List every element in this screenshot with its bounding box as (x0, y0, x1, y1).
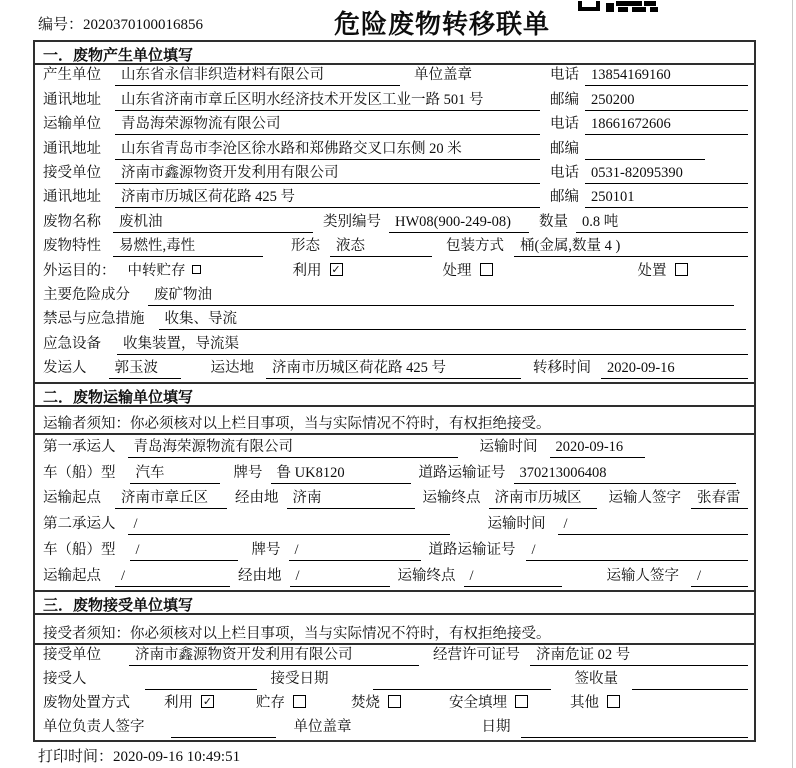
checkbox-disposal-storage (293, 695, 306, 708)
plate1-value: 鲁 UK8120 (271, 461, 411, 484)
row-shipper (35, 358, 754, 382)
plate2-value: / (289, 542, 421, 561)
transporter-sign-label: 运输人签字 (608, 490, 681, 507)
plate-label: 牌号 (251, 542, 281, 559)
section3-notice: 接受者须知：你必须核对以上栏目事项，当与实际情况不符时，有权拒绝接受。 (35, 615, 754, 645)
receiver-phone-group (550, 161, 748, 184)
emergency-value: 收集、导流 (159, 307, 747, 330)
row-hazard (35, 285, 754, 309)
category-value: HW08(900-249-08) (389, 214, 529, 233)
license-value: 济南危证 02 号 (530, 643, 748, 666)
transporter-phone-group (550, 112, 748, 135)
transporter-address-value: 山东省青岛市李沧区徐水路和郑佛路交叉口东侧 20 米 (115, 137, 540, 160)
unit-seal-label: 单位盖章 (414, 67, 472, 84)
hazard-value: 废矿物油 (148, 283, 734, 306)
row-route2 (35, 564, 754, 590)
qr-code-fragment-icon (578, 0, 664, 18)
quantity-label: 数量 (539, 213, 568, 230)
sign1-value: 张春雷 (691, 486, 748, 509)
emergency-label: 禁忌与应急措施 (43, 311, 145, 328)
receiver-address-value: 济南市历城区荷花路 425 号 (115, 185, 540, 208)
disposal-option-other (570, 691, 620, 714)
row-carrier1 (35, 435, 754, 461)
transporter-value: 青岛海荣源物流有限公司 (115, 112, 540, 135)
receiver-zip-value: 250101 (585, 189, 748, 208)
purpose-option-dispose (638, 259, 688, 282)
row-carrier2 (35, 512, 754, 538)
row-producer (35, 65, 754, 89)
vehicle-type-label: 车（船）型 (43, 464, 116, 481)
category-label: 类别编号 (323, 213, 381, 230)
serial-label: 编号： (38, 17, 84, 33)
phone-label: 电话 (550, 67, 579, 84)
vehicle-type-label: 车（船）型 (43, 542, 116, 559)
row-transporter-address (35, 138, 754, 162)
address-label: 通讯地址 (43, 189, 101, 206)
section1-title: 一．废物产生单位填写 (35, 42, 754, 65)
transporter-zip-value (585, 158, 705, 160)
transfer-date-label: 转移时间 (533, 360, 591, 377)
transport-time2-value: / (558, 516, 749, 535)
row-route1 (35, 487, 754, 513)
vehicle1-value: 汽车 (130, 461, 220, 484)
shipper-label: 发运人 (43, 360, 87, 377)
section2-notice: 运输者须知：你必须核对以上栏目事项，当与实际情况不符时，有权拒绝接受。 (35, 407, 754, 435)
checkbox-disposal-utilize: ✓ (202, 694, 213, 708)
equipment-value: 收集装置，导流渠 (117, 332, 748, 355)
end2-value: / (464, 568, 562, 587)
address-label: 通讯地址 (43, 140, 101, 157)
disposal-option-label: 其他 (570, 694, 599, 711)
producer-address-value: 山东省济南市章丘区明水经济技术开发区工业一路 501 号 (115, 88, 540, 111)
equipment-label: 应急设备 (43, 335, 101, 352)
via-label: 经由地 (235, 490, 279, 507)
disposal-option-label: 贮存 (256, 694, 285, 711)
transporter-zip-group (550, 137, 748, 160)
row-producer-address (35, 89, 754, 113)
row-receiver-address (35, 187, 754, 211)
row-waste-characteristics (35, 236, 754, 260)
via1-value: 济南 (287, 486, 415, 509)
carrier1-value: 青岛海荣源物流有限公司 (128, 435, 458, 458)
producer-phone-value: 13854169160 (585, 67, 748, 86)
transport-time1-value: 2020-09-16 (550, 439, 645, 458)
via2-value: / (290, 568, 390, 587)
transporter-phone-value: 18661672606 (585, 116, 748, 135)
row-accept-unit (35, 645, 754, 669)
permit1-value: 370213006408 (514, 465, 737, 484)
permit-label: 道路运输证号 (428, 542, 516, 559)
checkbox-disposal-other (607, 695, 620, 708)
accept-date-value (373, 688, 551, 690)
hazard-label: 主要危险成分 (43, 286, 130, 303)
purpose-option-label: 利用 (292, 262, 322, 279)
waste-name-value: 废机油 (113, 210, 313, 233)
plate-label: 牌号 (233, 464, 263, 481)
purpose-option-utilize (293, 259, 343, 282)
page-title: 危险废物转移联单 (334, 10, 551, 39)
row-vehicle1 (35, 461, 754, 487)
checkbox-dispose (675, 263, 688, 276)
disposal-option-utilize (164, 691, 214, 714)
form-label: 形态 (291, 238, 320, 255)
accept-date-label: 接受日期 (270, 670, 329, 687)
page-right-edge (792, 0, 793, 768)
transporter-sign-label: 运输人签字 (606, 567, 679, 584)
serial-number-line (38, 13, 203, 34)
origin-label: 运输起点 (43, 567, 101, 584)
row-emergency (35, 309, 754, 333)
unit-seal-label: 单位盖章 (293, 718, 352, 735)
packaging-label: 包装方式 (446, 238, 504, 255)
row-purpose (35, 260, 754, 284)
sign2-value: / (691, 568, 748, 587)
end-label: 运输终点 (422, 490, 481, 507)
purpose-option-treat (443, 259, 493, 282)
end-label: 运输终点 (397, 567, 456, 584)
checkbox-utilize: ✓ (331, 262, 341, 276)
carrier1-label: 第一承运人 (43, 438, 116, 455)
form-value: 液态 (330, 234, 432, 257)
recipient-label: 接受人 (43, 670, 87, 687)
origin2-value: / (115, 568, 230, 587)
transport-time-label: 运输时间 (487, 516, 546, 533)
checkbox-transfer-storage (192, 265, 201, 274)
end1-value: 济南市历城区 (489, 486, 597, 509)
transporter-label: 运输单位 (43, 116, 101, 133)
disposal-option-label: 利用 (164, 694, 193, 711)
waste-name-label: 废物名称 (43, 213, 101, 230)
row-recipient (35, 669, 754, 693)
disposal-option-label: 安全填埋 (449, 694, 507, 711)
zip-label: 邮编 (550, 140, 579, 157)
purpose-option-label: 处置 (637, 262, 667, 279)
quantity-value: 0.8 吨 (576, 210, 748, 233)
disposal-option-storage (256, 691, 306, 714)
characteristics-value: 易燃性,毒性 (113, 234, 263, 257)
zip-label: 邮编 (550, 189, 579, 206)
checkbox-disposal-incinerate (388, 695, 401, 708)
row-waste-name (35, 211, 754, 235)
via-label: 经由地 (238, 567, 282, 584)
row-receiver (35, 163, 754, 187)
row-vehicle2 (35, 538, 754, 564)
disposal-option-incinerate (351, 691, 401, 714)
packaging-value: 桶(金属,数量 4 ) (514, 234, 748, 257)
producer-zip-value: 250200 (585, 92, 748, 111)
print-time-value: 2020-09-16 10:49:51 (113, 749, 241, 765)
manager-sign-label: 单位负责人签字 (43, 718, 145, 735)
section3-title: 三．废物接受单位填写 (35, 590, 754, 615)
print-time-line (38, 745, 240, 766)
recipient-value (145, 688, 257, 690)
section2-title: 二．废物运输单位填写 (35, 382, 754, 407)
transfer-date-value: 2020-09-16 (601, 360, 748, 379)
purpose-option-transfer-storage (128, 259, 201, 282)
destination-label: 运达地 (210, 360, 254, 377)
manager-sign-value (171, 736, 276, 738)
permit2-value: / (526, 542, 749, 561)
license-label: 经营许可证号 (433, 646, 520, 663)
receiver-phone-value: 0531-82095390 (585, 165, 748, 184)
purpose-option-label: 处理 (442, 262, 472, 279)
accept-unit-label: 接受单位 (43, 646, 101, 663)
print-time-label: 打印时间： (38, 749, 114, 765)
shipper-value: 郭玉波 (109, 356, 181, 379)
row-disposal (35, 693, 754, 717)
receiver-zip-group (550, 185, 748, 208)
origin1-value: 济南市章丘区 (115, 486, 227, 509)
transport-time-label: 运输时间 (479, 438, 538, 455)
origin-label: 运输起点 (43, 490, 101, 507)
purpose-option-label: 中转贮存 (127, 262, 186, 279)
serial-value: 2020370100016856 (83, 17, 204, 33)
characteristics-label: 废物特性 (43, 238, 101, 255)
zip-label: 邮编 (550, 91, 579, 108)
producer-label: 产生单位 (43, 67, 101, 84)
signed-qty-label: 签收量 (574, 670, 618, 687)
manifest-table (33, 40, 756, 742)
row-transporter (35, 114, 754, 138)
producer-phone-group (550, 63, 748, 86)
carrier2-label: 第二承运人 (43, 516, 116, 533)
permit-label: 道路运输证号 (418, 464, 506, 481)
checkbox-disposal-landfill (515, 695, 528, 708)
disposal-option-label: 焚烧 (351, 694, 380, 711)
receiver-label: 接受单位 (43, 164, 101, 181)
checkbox-treat (480, 263, 493, 276)
date-label: 日期 (481, 718, 511, 735)
carrier2-value: / (128, 516, 450, 535)
accept-unit-value: 济南市鑫源物资开发利用有限公司 (129, 643, 419, 666)
receiver-value: 济南市鑫源物资开发利用有限公司 (115, 161, 540, 184)
signed-qty-value (632, 688, 748, 690)
phone-label: 电话 (550, 116, 579, 133)
disposal-label: 废物处置方式 (43, 694, 130, 711)
disposal-option-landfill (449, 691, 528, 714)
producer-zip-group (550, 88, 748, 111)
destination-value: 济南市历城区荷花路 425 号 (266, 356, 521, 379)
purpose-label: 外运目的： (43, 262, 116, 279)
address-label: 通讯地址 (43, 91, 101, 108)
phone-label: 电话 (550, 164, 579, 181)
vehicle2-value: / (130, 542, 238, 561)
date-value (521, 736, 749, 738)
row-manager-sign (35, 717, 754, 741)
producer-value: 山东省永信非织造材料有限公司 (115, 63, 400, 86)
row-equipment (35, 333, 754, 357)
